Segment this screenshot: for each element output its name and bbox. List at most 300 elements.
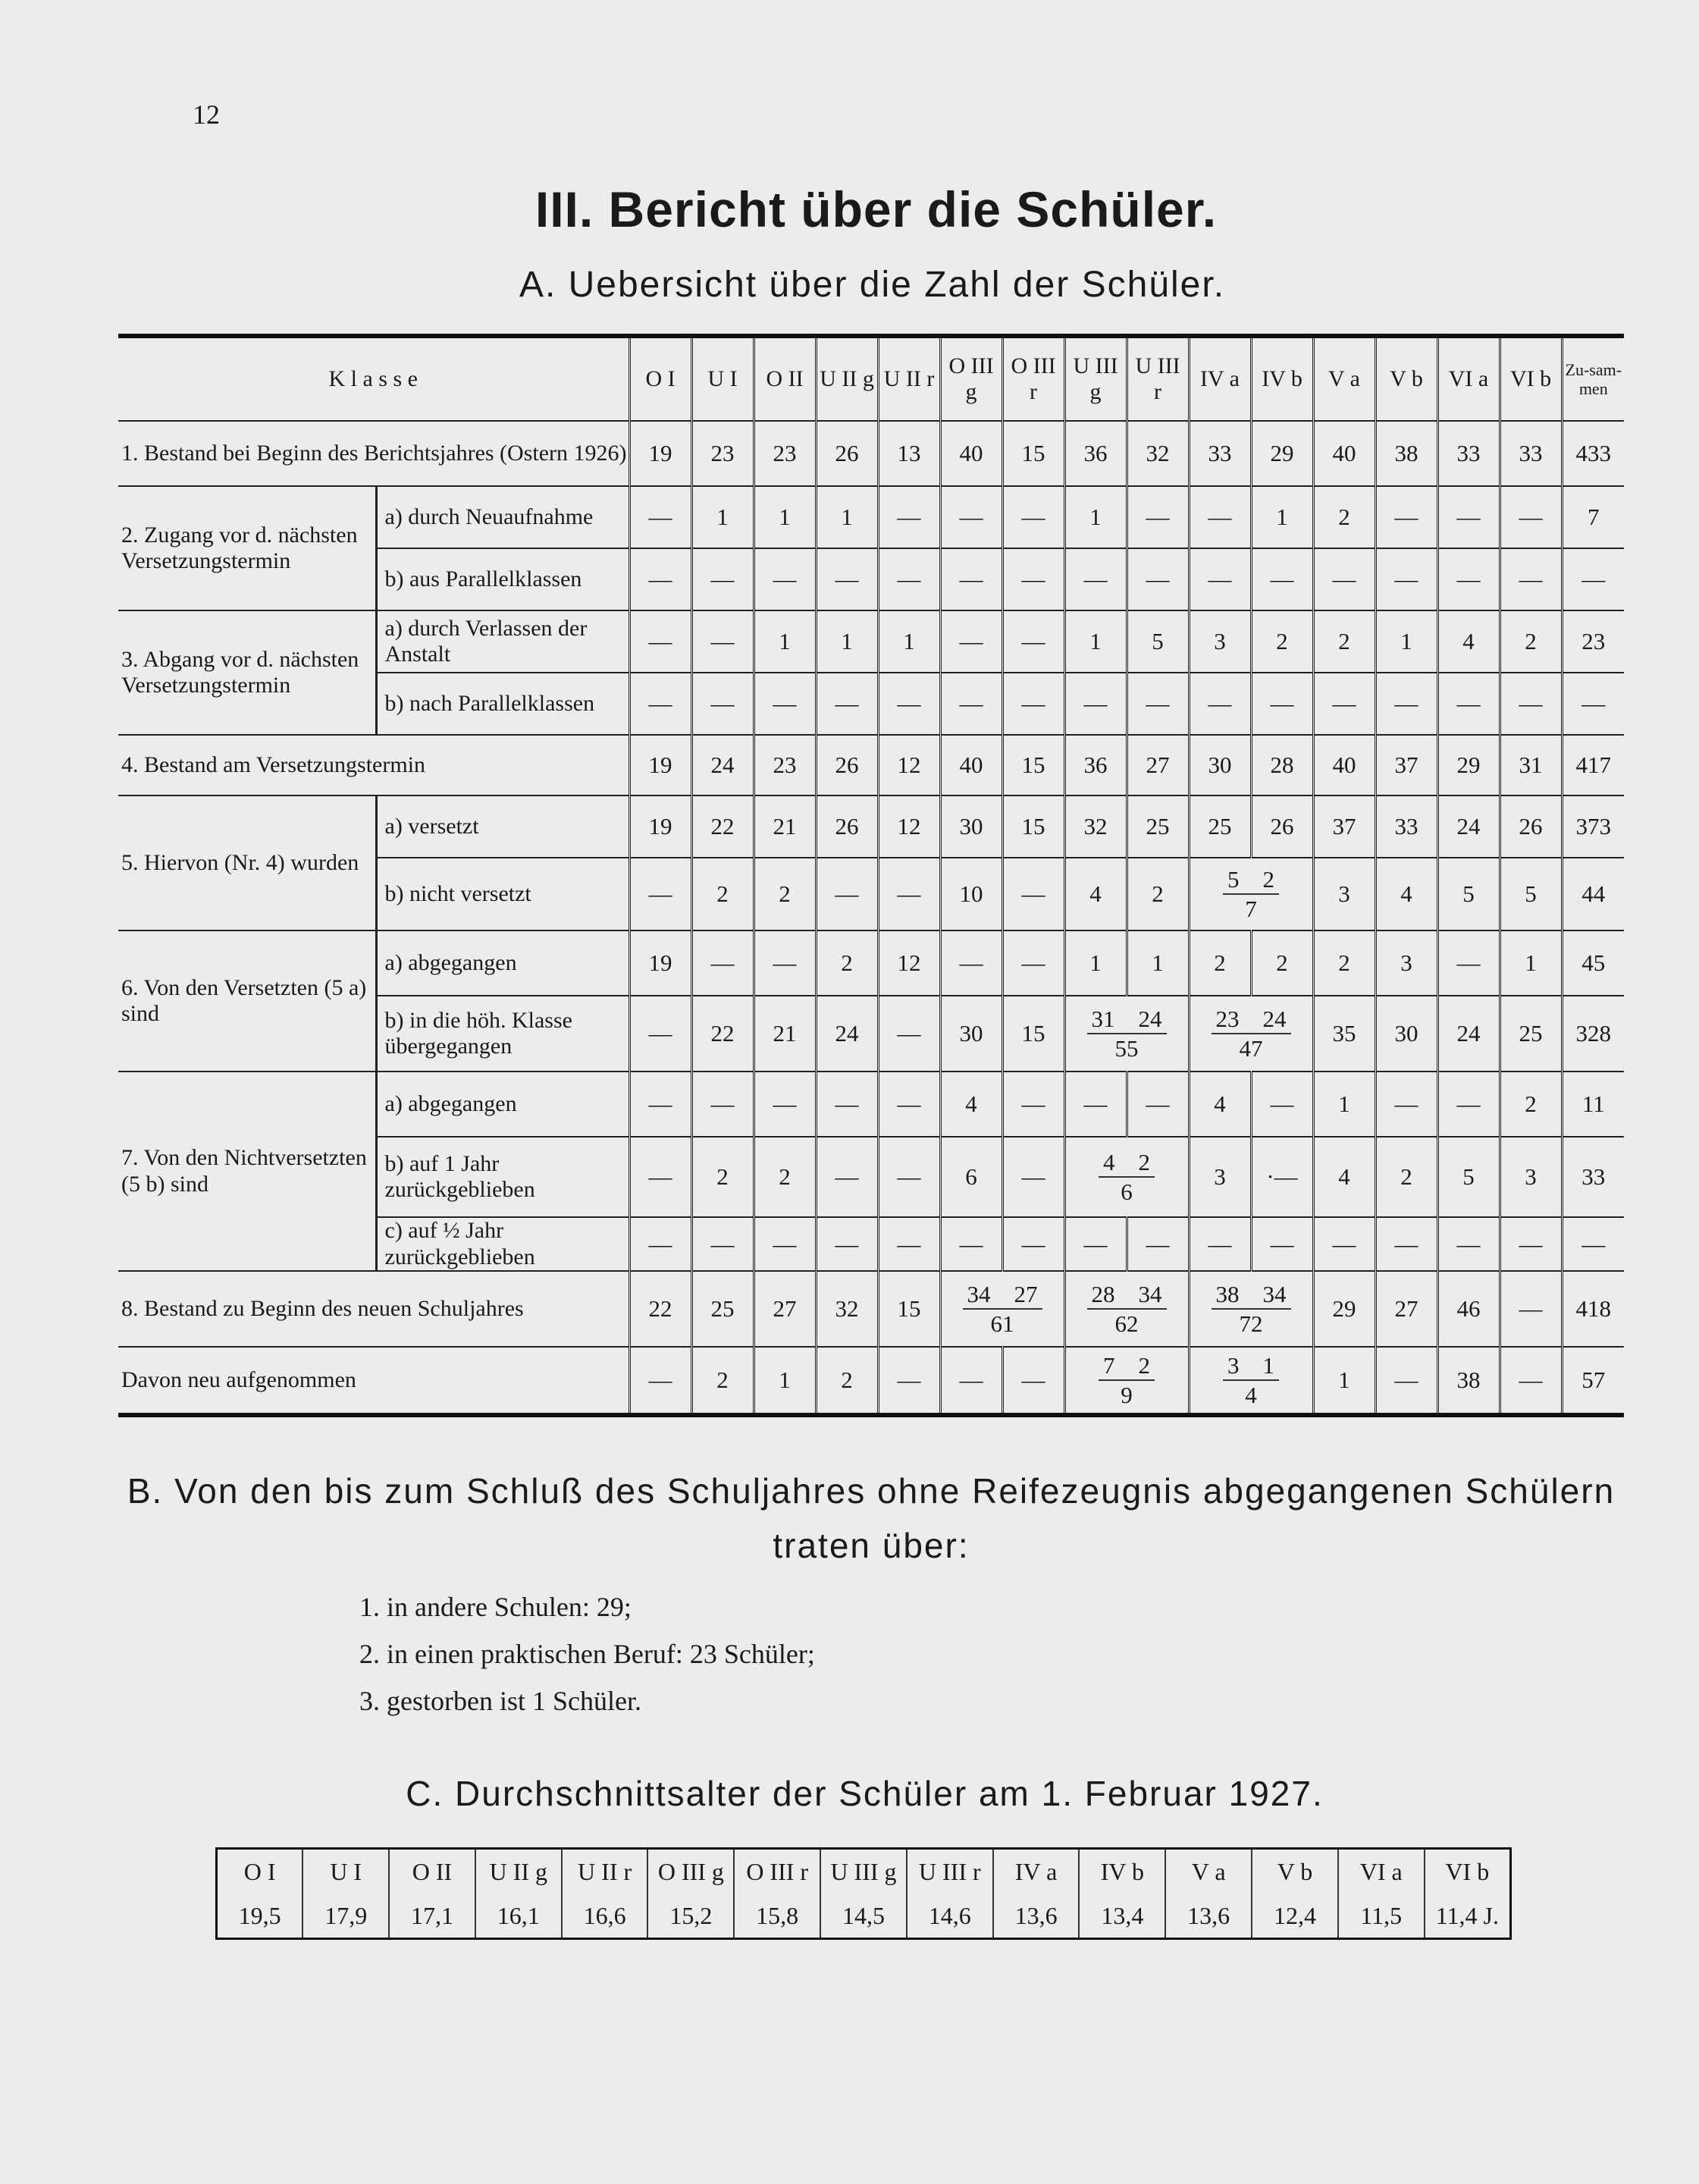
cell-value: —: [940, 548, 1002, 610]
row-group-label: 2. Zugang vor d. nächsten Versetzungstermin: [118, 486, 376, 610]
cell-value: —: [1127, 1217, 1189, 1271]
age-class: V b: [1252, 1849, 1338, 1894]
cell-value: 5: [1437, 858, 1500, 930]
cell-value: —: [1251, 548, 1313, 610]
row-sub-label: a) versetzt: [376, 795, 629, 858]
fraction: [1087, 1280, 1167, 1338]
row-label: 4. Bestand am Versetzungstermin: [118, 735, 629, 795]
age-value: 13,6: [1165, 1894, 1252, 1939]
section-b-heading: B. Von den bis zum Schluß des Schuljahres ohne Reifezeugnis abgegangenen Schülern traten über:: [127, 1471, 1616, 1565]
cell-value: —: [1500, 548, 1562, 610]
cell-value: 23: [1562, 610, 1624, 673]
age-value: 16,6: [562, 1894, 648, 1939]
cell-value: 4: [1064, 858, 1127, 930]
cell-value: —: [691, 610, 754, 673]
fraction: [1099, 1351, 1155, 1409]
cell-value: —: [816, 858, 878, 930]
cell-value: —: [878, 1072, 940, 1137]
cell-value: —: [1002, 1137, 1064, 1217]
column-header: U II g: [816, 336, 878, 421]
cell-value: —: [1002, 1217, 1064, 1271]
cell-value: —: [1500, 1217, 1562, 1271]
cell-value: —: [1064, 1217, 1127, 1271]
cell-value: —: [1189, 548, 1251, 610]
fraction: [1223, 1351, 1279, 1409]
cell-value: 33: [1189, 421, 1251, 486]
cell-value: 2: [1138, 1351, 1151, 1379]
cell-value: 22: [691, 996, 754, 1072]
cell-value: 25: [1500, 996, 1562, 1072]
list-item: 3. gestorben ist 1 Schüler.: [359, 1686, 641, 1716]
cell-value: —: [878, 996, 940, 1072]
cell-value: 433: [1562, 421, 1624, 486]
cell-value: —: [1002, 1347, 1064, 1415]
cell-value: —: [1375, 1072, 1437, 1137]
cell-value: 32: [1064, 795, 1127, 858]
cell-value: 11: [1562, 1072, 1624, 1137]
cell-value: —: [940, 930, 1002, 996]
row-label: 8. Bestand zu Beginn des neuen Schuljahres: [118, 1271, 629, 1347]
cell-value: —: [940, 673, 1002, 735]
cell-value: 36: [1064, 421, 1127, 486]
column-header: U I: [691, 336, 754, 421]
cell-value: —: [1064, 673, 1127, 735]
cell-value: 1: [878, 610, 940, 673]
cell-value: 2: [1313, 930, 1375, 996]
merged-cell: [940, 1271, 1064, 1347]
cell-value: 2: [1262, 865, 1275, 893]
cell-value: —: [754, 548, 816, 610]
cell-value: 1: [1313, 1072, 1375, 1137]
cell-value: 10: [940, 858, 1002, 930]
cell-value: —: [629, 486, 691, 548]
cell-value: 19: [629, 795, 691, 858]
cell-value: 30: [1375, 996, 1437, 1072]
fraction-parts: [1099, 1351, 1155, 1381]
cell-value: 1: [816, 610, 878, 673]
cell-value: —: [691, 548, 754, 610]
cell-value: 27: [754, 1271, 816, 1347]
cell-value: 35: [1313, 996, 1375, 1072]
cell-value: —: [1437, 486, 1500, 548]
fraction-parts: [1087, 1005, 1167, 1034]
table-row: [118, 1271, 1624, 1347]
age-value: 11,4 J.: [1425, 1894, 1511, 1939]
cell-value: 25: [1127, 795, 1189, 858]
cell-value: —: [1375, 486, 1437, 548]
cell-value: 26: [816, 795, 878, 858]
cell-value: —: [940, 1217, 1002, 1271]
age-class: O I: [217, 1849, 303, 1894]
cell-value: —: [629, 1217, 691, 1271]
fraction-parts: [1223, 865, 1279, 895]
cell-value: —: [629, 1137, 691, 1217]
fraction: [1223, 865, 1279, 923]
cell-value: 1: [816, 486, 878, 548]
cell-value: —: [1002, 610, 1064, 673]
row-sub-label: b) nicht versetzt: [376, 858, 629, 930]
cell-value: 4: [940, 1072, 1002, 1137]
column-header: O I: [629, 336, 691, 421]
cell-value: 2: [1138, 1148, 1151, 1175]
cell-value: 57: [1562, 1347, 1624, 1415]
age-class: O III r: [734, 1849, 820, 1894]
cell-value: 40: [1313, 735, 1375, 795]
cell-value: 40: [1313, 421, 1375, 486]
cell-value: 38: [1215, 1280, 1240, 1307]
cell-value: —: [1313, 673, 1375, 735]
cell-value: —: [878, 1137, 940, 1217]
row-group-label: 5. Hiervon (Nr. 4) wurden: [118, 795, 376, 930]
table-row: [118, 421, 1624, 486]
average-age-table: [215, 1847, 1512, 1940]
cell-value: —: [1251, 1217, 1313, 1271]
cell-value: 15: [878, 1271, 940, 1347]
cell-value: 2: [691, 858, 754, 930]
row-sub-label: a) abgegangen: [376, 930, 629, 996]
row-sub-label: b) auf 1 Jahr zurückgeblieben: [376, 1137, 629, 1217]
age-value: 15,8: [734, 1894, 820, 1939]
cell-value: —: [878, 548, 940, 610]
column-header: V a: [1313, 336, 1375, 421]
cell-value: —: [1500, 486, 1562, 548]
combined-total: 9: [1121, 1382, 1133, 1408]
cell-value: 373: [1562, 795, 1624, 858]
klasse-header: K l a s s e: [118, 336, 629, 421]
cell-value: 15: [1002, 795, 1064, 858]
cell-value: ·—: [1251, 1137, 1313, 1217]
age-value: 14,6: [907, 1894, 993, 1939]
cell-value: 6: [940, 1137, 1002, 1217]
cell-value: —: [1002, 1072, 1064, 1137]
column-header: IV a: [1189, 336, 1251, 421]
cell-value: 12: [878, 735, 940, 795]
cell-value: 29: [1251, 421, 1313, 486]
cell-value: 15: [1002, 996, 1064, 1072]
cell-value: 5: [1127, 610, 1189, 673]
cell-value: —: [1127, 1072, 1189, 1137]
cell-value: 30: [940, 996, 1002, 1072]
merged-cell: [1189, 996, 1313, 1072]
cell-value: 4: [1189, 1072, 1251, 1137]
cell-value: —: [1313, 548, 1375, 610]
cell-value: 1: [691, 486, 754, 548]
cell-value: 2: [691, 1137, 754, 1217]
fraction: [1212, 1280, 1291, 1338]
cell-value: 5: [1437, 1137, 1500, 1217]
age-header-row: [217, 1849, 1511, 1894]
cell-value: —: [1562, 548, 1624, 610]
column-header: V b: [1375, 336, 1437, 421]
cell-value: 4: [1375, 858, 1437, 930]
age-value: 13,4: [1079, 1894, 1165, 1939]
age-value: 17,1: [389, 1894, 475, 1939]
cell-value: —: [1127, 486, 1189, 548]
cell-value: —: [1189, 1217, 1251, 1271]
fraction: [1212, 1005, 1291, 1062]
cell-value: 19: [629, 930, 691, 996]
column-header: U III r: [1127, 336, 1189, 421]
cell-value: 37: [1313, 795, 1375, 858]
row-label: 1. Bestand bei Beginn des Berichtsjahres (Ostern 1926): [118, 421, 629, 486]
cell-value: —: [691, 1072, 754, 1137]
cell-value: —: [1064, 548, 1127, 610]
age-value: 16,1: [475, 1894, 562, 1939]
cell-value: 1: [1064, 930, 1127, 996]
row-sub-label: c) auf ½ Jahr zurückgeblieben: [376, 1217, 629, 1271]
cell-value: 1: [1064, 610, 1127, 673]
cell-value: 21: [754, 996, 816, 1072]
cell-value: —: [691, 673, 754, 735]
combined-total: 6: [1121, 1178, 1133, 1205]
cell-value: 2: [1500, 1072, 1562, 1137]
fraction: [963, 1280, 1042, 1338]
cell-value: 31: [1091, 1005, 1115, 1032]
age-value: 14,5: [820, 1894, 907, 1939]
cell-value: —: [1189, 486, 1251, 548]
cell-value: 3: [1313, 858, 1375, 930]
cell-value: 22: [691, 795, 754, 858]
cell-value: 26: [816, 735, 878, 795]
cell-value: 12: [878, 795, 940, 858]
cell-value: 1: [754, 1347, 816, 1415]
column-header: U III g: [1064, 336, 1127, 421]
cell-value: —: [878, 486, 940, 548]
cell-value: 28: [1251, 735, 1313, 795]
cell-value: —: [1375, 548, 1437, 610]
cell-value: 2: [816, 1347, 878, 1415]
cell-value: 3: [1500, 1137, 1562, 1217]
cell-value: —: [940, 486, 1002, 548]
cell-value: 2: [1127, 858, 1189, 930]
age-class: U III r: [907, 1849, 993, 1894]
cell-value: 24: [1138, 1005, 1162, 1032]
combined-total: 61: [990, 1310, 1014, 1337]
cell-value: —: [940, 1347, 1002, 1415]
table-row: [118, 930, 1624, 996]
cell-value: 2: [1251, 930, 1313, 996]
cell-value: 417: [1562, 735, 1624, 795]
cell-value: —: [1002, 930, 1064, 996]
cell-value: 1: [1375, 610, 1437, 673]
cell-value: 15: [1002, 735, 1064, 795]
cell-value: —: [1375, 1217, 1437, 1271]
table-row: [118, 610, 1624, 673]
combined-total: 72: [1239, 1310, 1263, 1337]
cell-value: 26: [1500, 795, 1562, 858]
age-class: IV a: [993, 1849, 1080, 1894]
table-row: [118, 1347, 1624, 1415]
cell-value: —: [629, 673, 691, 735]
cell-value: —: [1002, 486, 1064, 548]
cell-value: 1: [754, 610, 816, 673]
fraction-parts: [1212, 1005, 1291, 1034]
fraction-parts: [1223, 1351, 1279, 1381]
cell-value: —: [878, 673, 940, 735]
cell-value: —: [1002, 548, 1064, 610]
row-group-label: 6. Von den Versetzten (5 a) sind: [118, 930, 376, 1072]
cell-value: 4: [1313, 1137, 1375, 1217]
cell-value: —: [1437, 1217, 1500, 1271]
cell-value: —: [1251, 673, 1313, 735]
table-row: [118, 795, 1624, 858]
row-group-label: 7. Von den Nichtversetzten (5 b) sind: [118, 1072, 376, 1271]
cell-value: 7: [1103, 1351, 1115, 1379]
table-row: [118, 735, 1624, 795]
cell-value: 2: [1313, 486, 1375, 548]
age-class: U I: [302, 1849, 389, 1894]
cell-value: 33: [1562, 1137, 1624, 1217]
merged-cell: [1064, 996, 1189, 1072]
cell-value: 3: [1189, 1137, 1251, 1217]
cell-value: 2: [754, 1137, 816, 1217]
row-sub-label: b) nach Parallelklassen: [376, 673, 629, 735]
combined-total: 55: [1114, 1035, 1139, 1062]
combined-total: 7: [1245, 896, 1257, 922]
cell-value: 24: [1437, 996, 1500, 1072]
cell-value: —: [629, 548, 691, 610]
list-item: 1. in andere Schulen: 29;: [359, 1592, 632, 1622]
page-number: 12: [193, 99, 220, 130]
cell-value: 12: [878, 930, 940, 996]
cell-value: 38: [1437, 1347, 1500, 1415]
cell-value: 3: [1375, 930, 1437, 996]
column-header: IV b: [1251, 336, 1313, 421]
cell-value: —: [629, 1347, 691, 1415]
age-class: IV b: [1079, 1849, 1165, 1894]
cell-value: —: [629, 996, 691, 1072]
age-value: 19,5: [217, 1894, 303, 1939]
cell-value: 29: [1437, 735, 1500, 795]
cell-value: 23: [691, 421, 754, 486]
cell-value: 2: [1313, 610, 1375, 673]
section-a-heading: A. Uebersicht über die Zahl der Schüler.: [519, 265, 1226, 305]
cell-value: —: [1251, 1072, 1313, 1137]
cell-value: 2: [816, 930, 878, 996]
cell-value: 13: [878, 421, 940, 486]
age-value: 11,5: [1338, 1894, 1425, 1939]
cell-value: 25: [691, 1271, 754, 1347]
cell-value: —: [816, 548, 878, 610]
cell-value: 1: [1064, 486, 1127, 548]
cell-value: 1: [1500, 930, 1562, 996]
cell-value: 23: [1215, 1005, 1240, 1032]
combined-total: 47: [1239, 1035, 1263, 1062]
cell-value: —: [1500, 1271, 1562, 1347]
cell-value: 30: [940, 795, 1002, 858]
column-header: O III r: [1002, 336, 1064, 421]
cell-value: —: [1189, 673, 1251, 735]
column-header: U II r: [878, 336, 940, 421]
student-count-table: [118, 334, 1624, 1417]
cell-value: —: [1562, 1217, 1624, 1271]
cell-value: 4: [1103, 1148, 1115, 1175]
cell-value: 5: [1227, 865, 1240, 893]
merged-cell: [1064, 1271, 1189, 1347]
cell-value: 28: [1091, 1280, 1115, 1307]
row-label: Davon neu aufgenommen: [118, 1347, 629, 1415]
cell-value: —: [1127, 548, 1189, 610]
cell-value: 27: [1127, 735, 1189, 795]
age-class: O II: [389, 1849, 475, 1894]
cell-value: —: [754, 1217, 816, 1271]
cell-value: —: [1562, 673, 1624, 735]
cell-value: 2: [691, 1347, 754, 1415]
cell-value: 2: [1189, 930, 1251, 996]
cell-value: 40: [940, 421, 1002, 486]
cell-value: 46: [1437, 1271, 1500, 1347]
cell-value: 34: [1138, 1280, 1162, 1307]
cell-value: 5: [1500, 858, 1562, 930]
cell-value: —: [1002, 858, 1064, 930]
column-header: VI b: [1500, 336, 1562, 421]
cell-value: 21: [754, 795, 816, 858]
cell-value: —: [816, 1137, 878, 1217]
cell-value: 19: [629, 735, 691, 795]
cell-value: 1: [1262, 1351, 1275, 1379]
cell-value: —: [1313, 1217, 1375, 1271]
cell-value: 37: [1375, 735, 1437, 795]
row-sub-label: b) aus Parallelklassen: [376, 548, 629, 610]
cell-value: —: [754, 673, 816, 735]
cell-value: —: [816, 1072, 878, 1137]
cell-value: 31: [1500, 735, 1562, 795]
fraction: [1087, 1005, 1167, 1062]
table-header-row: [118, 336, 1624, 421]
combined-total: 62: [1114, 1310, 1139, 1337]
row-sub-label: b) in die höh. Klasse übergegangen: [376, 996, 629, 1072]
cell-value: 24: [1437, 795, 1500, 858]
cell-value: 1: [1251, 486, 1313, 548]
merged-cell: [1189, 1271, 1313, 1347]
cell-value: —: [940, 610, 1002, 673]
cell-value: —: [878, 858, 940, 930]
cell-value: 2: [1375, 1137, 1437, 1217]
fraction: [1099, 1148, 1155, 1206]
cell-value: —: [878, 1217, 940, 1271]
age-value-row: [217, 1894, 1511, 1939]
cell-value: 34: [967, 1280, 991, 1307]
cell-value: 27: [1375, 1271, 1437, 1347]
age-value: 13,6: [993, 1894, 1080, 1939]
cell-value: —: [691, 930, 754, 996]
cell-value: 29: [1313, 1271, 1375, 1347]
age-class: VI b: [1425, 1849, 1511, 1894]
age-class: U II r: [562, 1849, 648, 1894]
age-class: V a: [1165, 1849, 1252, 1894]
column-header: O II: [754, 336, 816, 421]
cell-value: 34: [1262, 1280, 1287, 1307]
cell-value: 1: [1313, 1347, 1375, 1415]
cell-value: —: [1002, 673, 1064, 735]
cell-value: —: [1375, 673, 1437, 735]
cell-value: —: [629, 610, 691, 673]
page-title: III. Bericht über die Schüler.: [534, 181, 1218, 237]
table-row: [118, 1072, 1624, 1137]
cell-value: 33: [1437, 421, 1500, 486]
cell-value: —: [1127, 673, 1189, 735]
cell-value: —: [1375, 1347, 1437, 1415]
cell-value: —: [1064, 1072, 1127, 1137]
cell-value: —: [1500, 1347, 1562, 1415]
cell-value: 32: [816, 1271, 878, 1347]
merged-cell: [1189, 1347, 1313, 1415]
cell-value: 24: [816, 996, 878, 1072]
cell-value: 23: [754, 735, 816, 795]
cell-value: —: [754, 1072, 816, 1137]
cell-value: 36: [1064, 735, 1127, 795]
age-class: U II g: [475, 1849, 562, 1894]
